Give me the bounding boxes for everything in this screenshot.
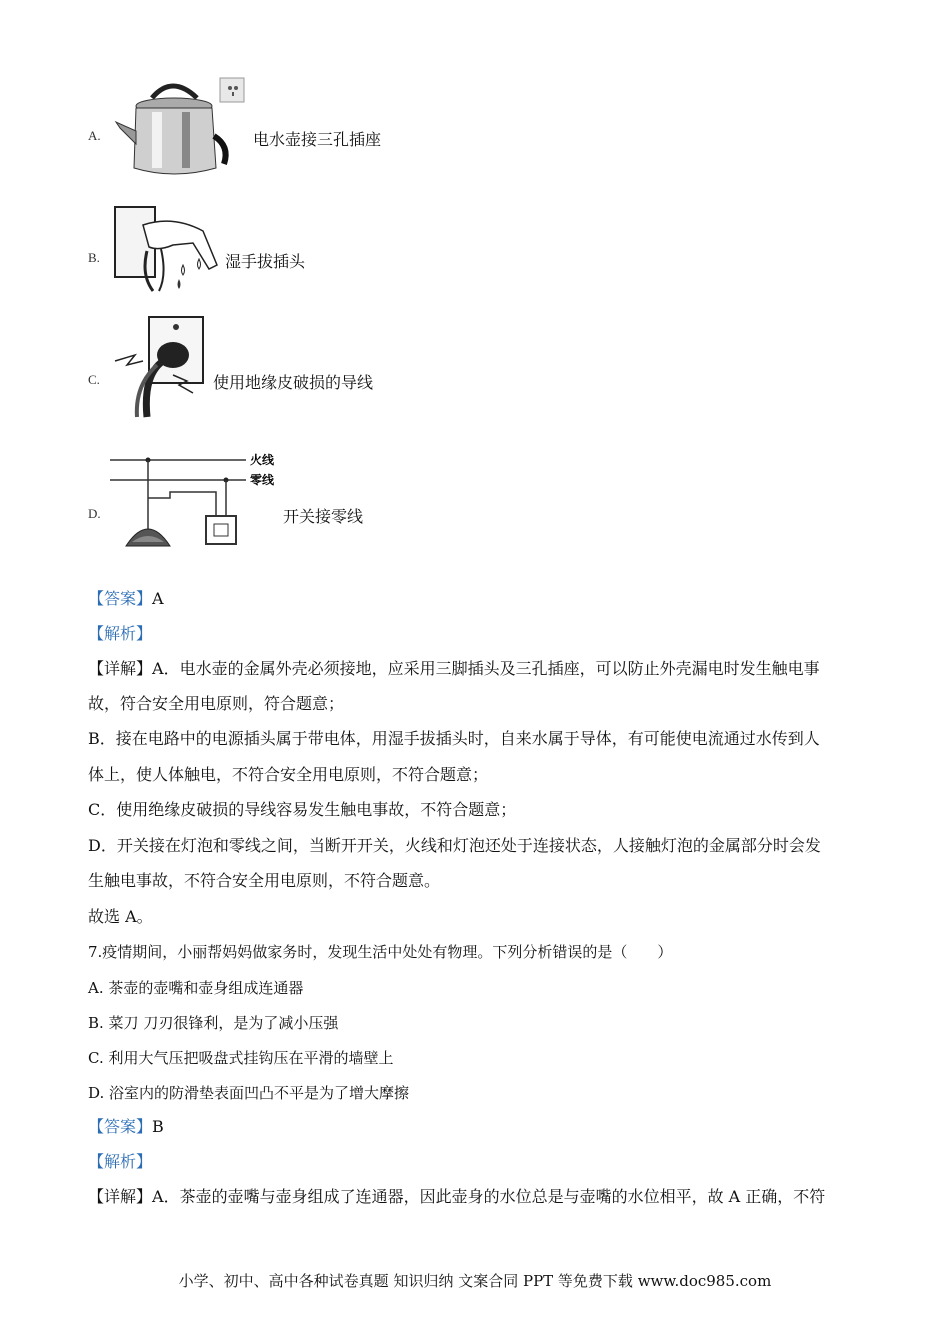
q7-option-d: D. 浴室内的防滑垫表面凹凸不平是为了增大摩擦 <box>88 1084 410 1102</box>
q6-analysis-tag: 【解析】 <box>88 624 153 643</box>
q7-detail-line-1: 【详解】A．茶壶的壶嘴与壶身组成了连通器，因此壶身的水位总是与壶嘴的水位相平，故 A 正确，不符 <box>88 1187 826 1206</box>
q6-conclusion: 故选 A。 <box>88 907 153 926</box>
q6-detail-line-3: B．接在电路中的电源插头属于带电体，用湿手拔插头时，自来水属于导体，有可能使电流通过水传到人 <box>88 729 820 748</box>
answer-value: A <box>152 589 164 608</box>
q7-option-b: B. 菜刀 刀刃很锋利，是为了减小压强 <box>88 1014 339 1032</box>
option-d-letter: D. <box>88 506 101 521</box>
q6-detail-line-6: D．开关接在灯泡和零线之间，当断开开关，火线和灯泡还处于连接状态，人接触灯泡的金属部分时会发 <box>88 836 821 855</box>
q7-option-c: C. 利用大气压把吸盘式挂钩压在平滑的墙壁上 <box>88 1049 394 1067</box>
neutral-wire-label: 零线 <box>250 473 275 487</box>
option-d-caption: 开关接零线 <box>283 507 364 526</box>
option-b-letter: B. <box>88 250 100 265</box>
q6-answer <box>88 589 164 609</box>
q6-detail-line-1: 【详解】A．电水壶的金属外壳必须接地，应采用三脚插头及三孔插座，可以防止外壳漏电时发生触电事 <box>88 659 820 678</box>
page-footer: 小学、初中、高中各种试卷真题 知识归纳 文案合同 PPT 等免费下载 www.doc985.com <box>178 1272 772 1290</box>
circuit-diagram <box>110 446 290 552</box>
wet-hand-plug-image <box>113 205 223 293</box>
q6-detail-line-4: 体上，使人体触电，不符合安全用电原则，不符合题意； <box>88 765 489 784</box>
option-a-caption: 电水壶接三孔插座 <box>253 130 382 149</box>
live-wire-label: 火线 <box>250 453 275 467</box>
option-b-caption: 湿手拔插头 <box>225 252 306 271</box>
q6-detail-line-2: 故，符合安全用电原则，符合题意； <box>88 694 345 713</box>
kettle-socket-image <box>112 76 247 186</box>
q6-detail-line-7: 生触电事故，不符合安全用电原则，不符合题意。 <box>88 871 441 890</box>
option-c-caption: 使用地缘皮破损的导线 <box>213 373 374 392</box>
detail-tag: 【详解】 <box>88 659 153 678</box>
damaged-wire-image <box>113 315 208 420</box>
q6-detail-line-5: C．使用绝缘皮破损的导线容易发生触电事故，不符合题意； <box>88 800 517 819</box>
q7-stem: 7.疫情期间，小丽帮妈妈做家务时，发现生活中处处有物理。下列分析错误的是（ ） <box>88 943 673 961</box>
q7-analysis-tag: 【解析】 <box>88 1152 153 1171</box>
q7-option-a: A. 茶壶的壶嘴和壶身组成连通器 <box>88 979 304 997</box>
answer-tag: 【答案】 <box>88 589 153 608</box>
option-c-letter: C. <box>88 372 100 387</box>
option-a-letter: A. <box>88 128 101 143</box>
q7-answer: 【答案】B <box>88 1117 164 1136</box>
